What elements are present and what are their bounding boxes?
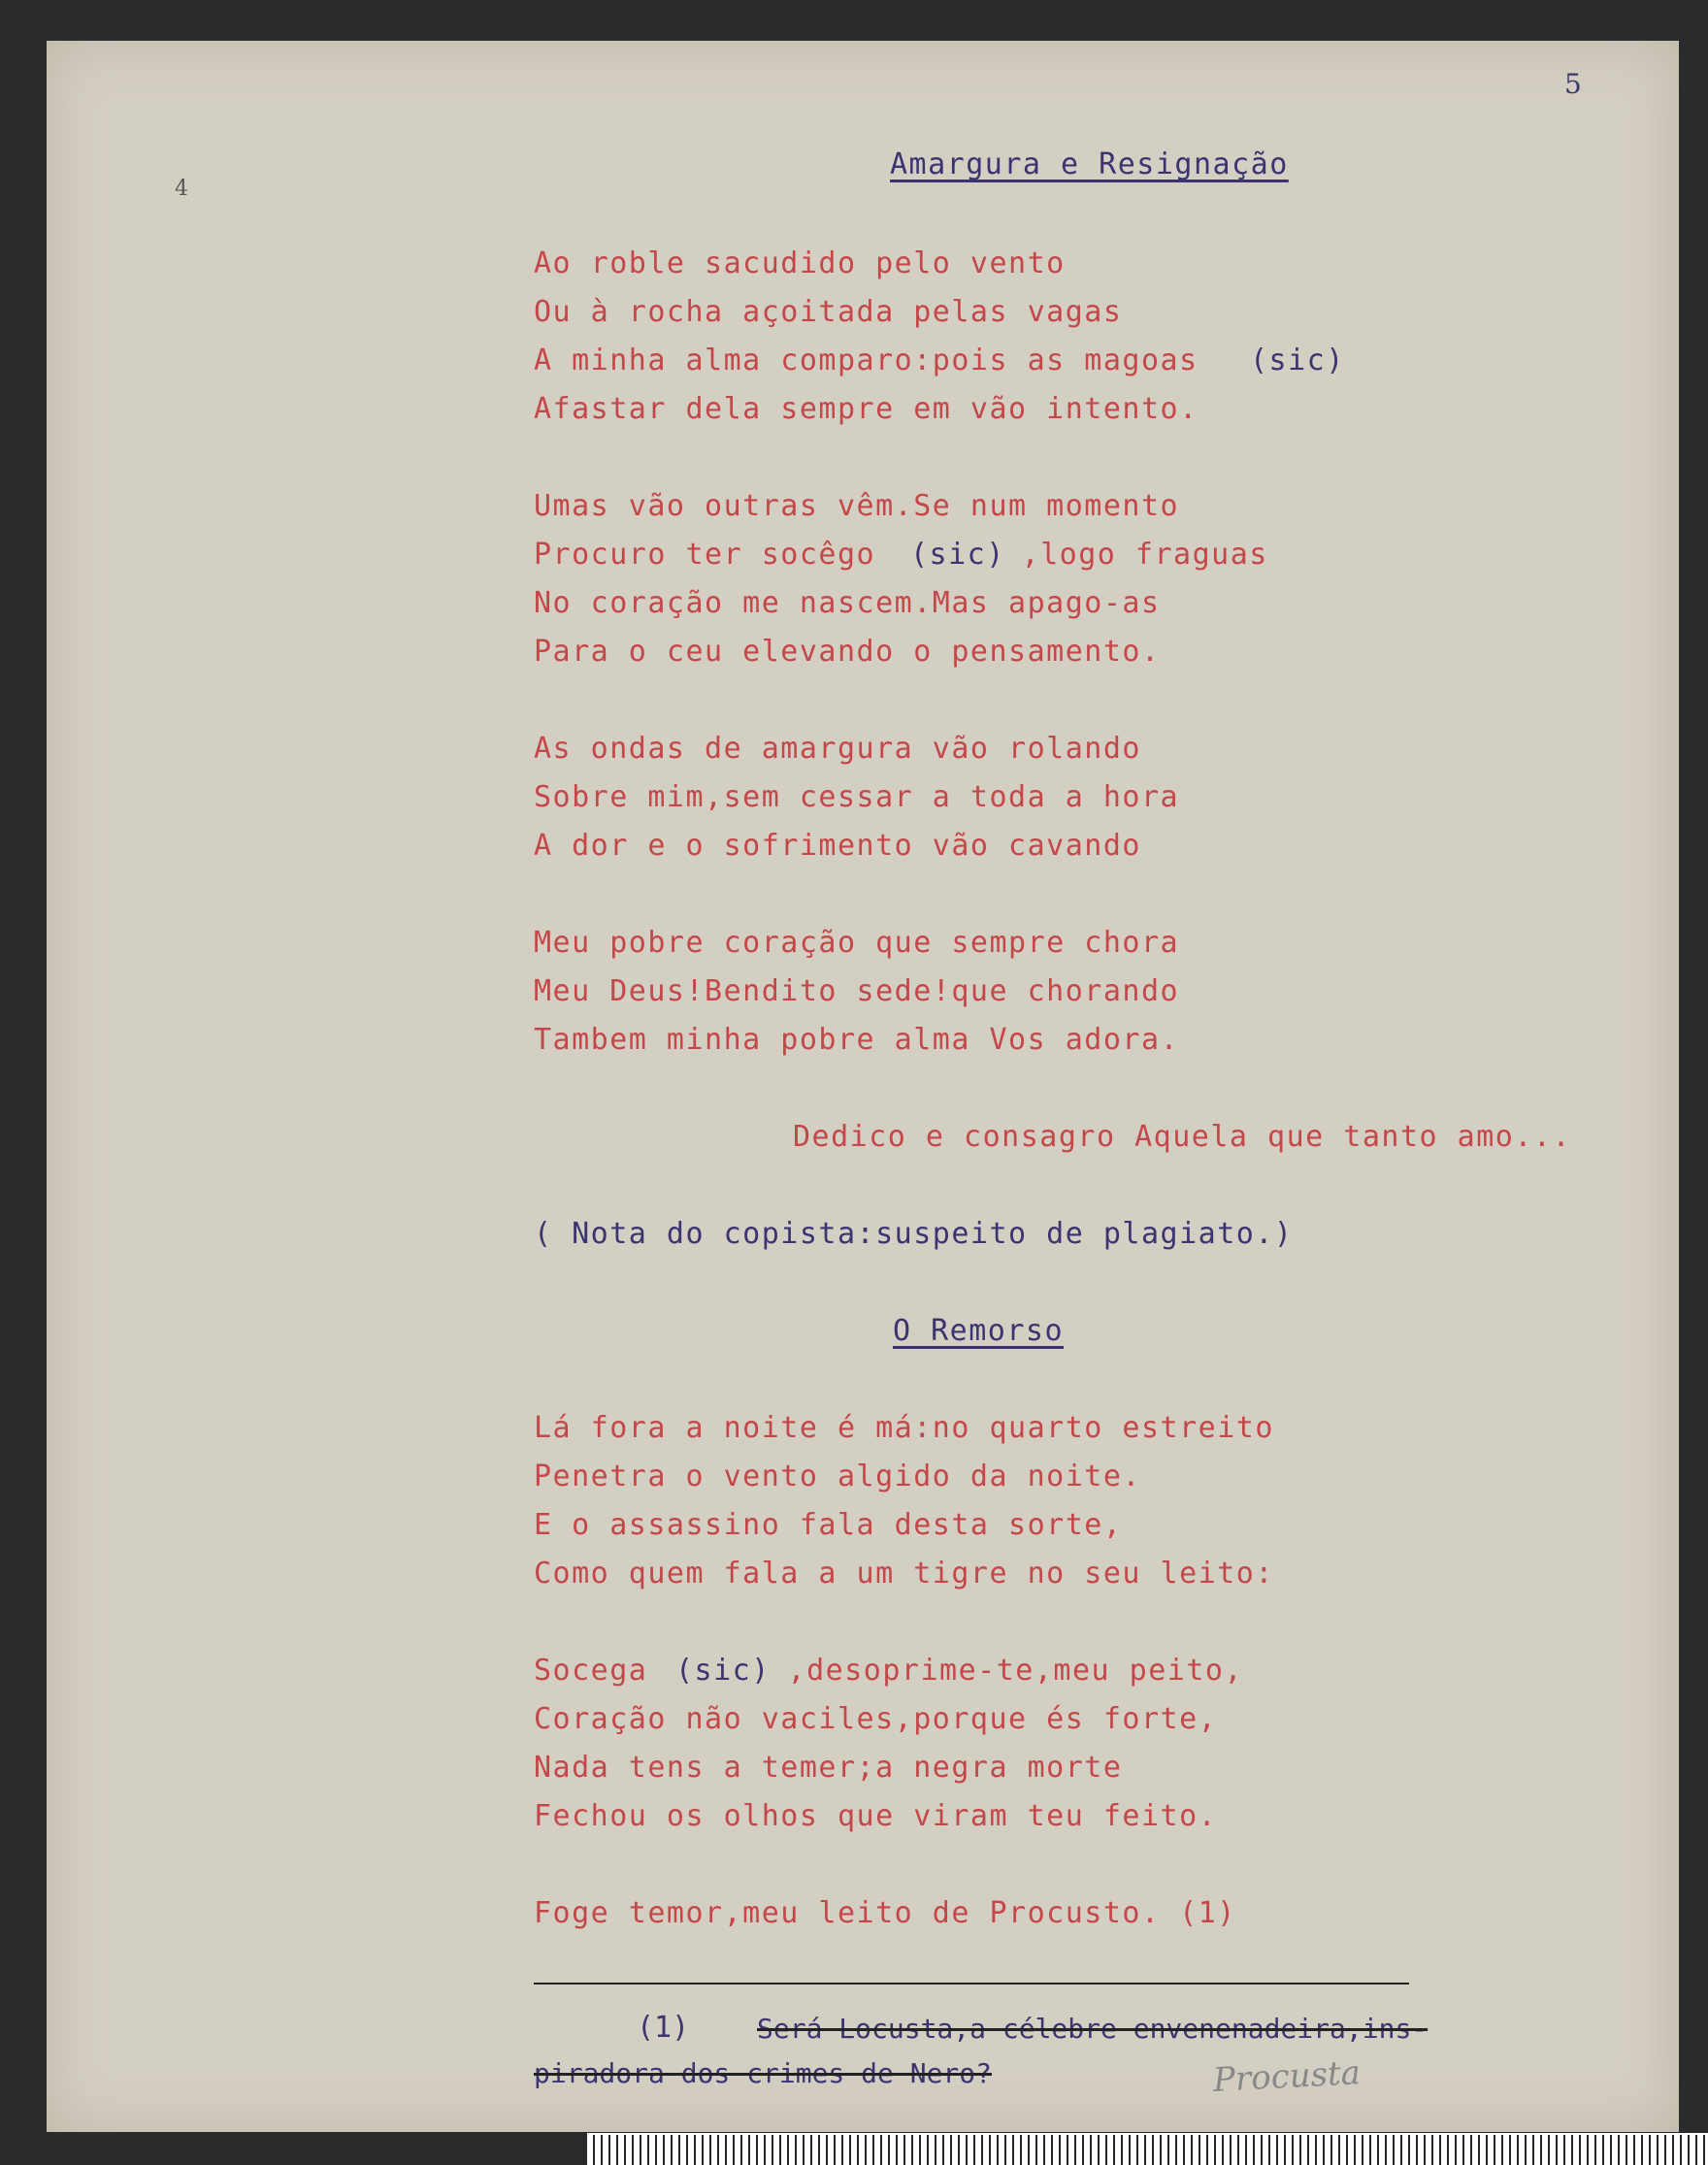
poem-line: Ao roble sacudido pelo vento [534, 246, 1066, 280]
footnote-number: (1) [637, 2011, 690, 2045]
poem-line: Ou à rocha açoitada pelas vagas [534, 295, 1123, 329]
poem-line: A minha alma comparo:pois as magoas [534, 344, 1199, 377]
dedication: Dedico e consagro Aquela que tanto amo... [793, 1120, 1572, 1154]
sic-annotation: (sic) [675, 1654, 771, 1688]
poem-line: Coração não vaciles,porque és forte, [534, 1702, 1218, 1736]
poem-line: Afastar dela sempre em vão intento. [534, 392, 1199, 426]
sic-annotation: (sic) [910, 538, 1005, 572]
poem-line: A dor e o sofrimento vão cavando [534, 829, 1141, 863]
poem-line: Tambem minha pobre alma Vos adora. [534, 1023, 1180, 1057]
poem-line: Fechou os olhos que viram teu feito. [534, 1799, 1218, 1833]
poem-line: As ondas de amargura vão rolando [534, 732, 1141, 766]
poem-line: Foge temor,meu leito de Procusto. (1) [534, 1896, 1236, 1930]
poem-line: No coração me nascem.Mas apago-as [534, 586, 1161, 620]
poem1-title: Amargura e Resignação [890, 148, 1289, 181]
poem-line: Umas vão outras vêm.Se num momento [534, 489, 1180, 523]
struck-footnote-line: piradora dos crimes de Nero? [534, 2057, 993, 2089]
poem-line: Socega [534, 1654, 648, 1688]
poem-line: E o assassino fala desta sorte, [534, 1508, 1123, 1542]
poem-line: Para o ceu elevando o pensamento. [534, 635, 1161, 669]
poem-line: Penetra o vento algido da noite. [534, 1460, 1141, 1493]
sic-annotation: (sic) [1250, 344, 1345, 377]
poem-line: Sobre mim,sem cessar a toda a hora [534, 780, 1180, 814]
scale-ruler [587, 2133, 1708, 2165]
poem-line: Procuro ter socêgo [534, 538, 876, 572]
poem-line: Como quem fala a um tigre no seu leito: [534, 1557, 1274, 1591]
struck-footnote-line: Será Locusta,a célebre envenenadeira,ins- [757, 2013, 1429, 2045]
handwritten-note: Procusta [1212, 2053, 1362, 2100]
page-number: 5 [1564, 68, 1582, 100]
poem2-title: O Remorso [893, 1314, 1065, 1348]
footnote-rule [534, 1983, 1409, 1985]
poem-line: ,logo fraguas [1002, 538, 1268, 572]
poem-line: ,desoprime-te,meu peito, [769, 1654, 1244, 1688]
poem-line: Meu pobre coração que sempre chora [534, 926, 1180, 960]
corner-mark: 4 [175, 177, 188, 201]
copyist-note: ( Nota do copista:suspeito de plagiato.) [534, 1217, 1294, 1251]
poem-line: Nada tens a temer;a negra morte [534, 1751, 1123, 1785]
poem-line: Meu Deus!Bendito sede!que chorando [534, 974, 1180, 1008]
poem-line: Lá fora a noite é má:no quarto estreito [534, 1411, 1274, 1445]
